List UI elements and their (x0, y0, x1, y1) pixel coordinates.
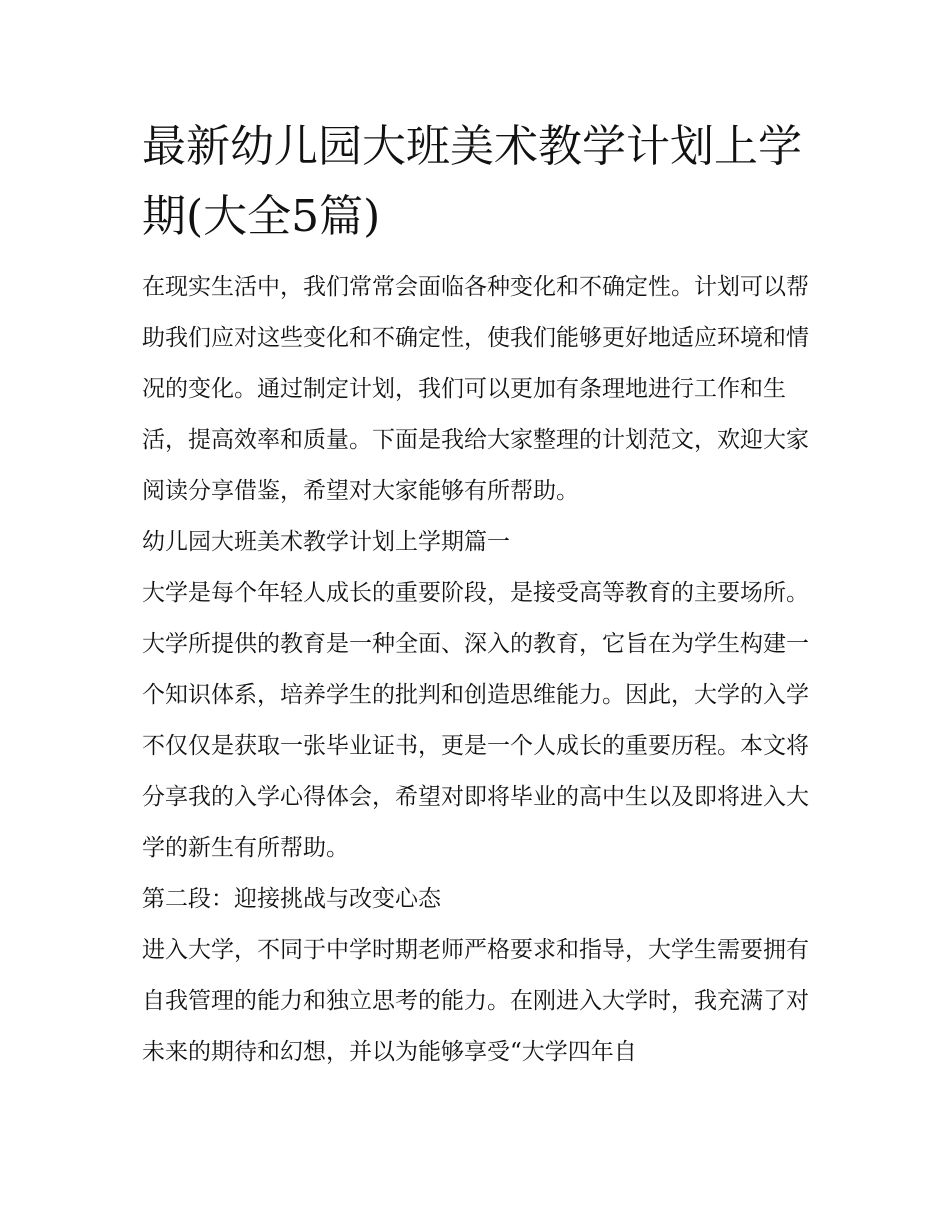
title-block (142, 112, 814, 252)
section-heading-1: 幼儿园大班美术教学计划上学期篇一 (142, 529, 510, 555)
section-paragraph-2: 进入大学，不同于中学时期老师严格要求和指导，大学生需要拥有自我管理的能力和独立思考的能力。在刚进入大学时，我充满了对未来的期待和幻想，并以为能够享受“大学四年自 (142, 937, 809, 1065)
section-paragraph-1: 大学是每个年轻人成长的重要阶段，是接受高等教育的主要场所。大学所提供的教育是一种全面、深入的教育，它旨在为学生构建一个知识体系，培养学生的批判和创造思维能力。因此，大学的入学不仅仅是获取一张毕业证书，更是一个人成长的重要历程。本文将分享我的入学心得体会，希望对即将毕业的高中生以及即将进入大学的新生有所帮助。 (142, 580, 809, 861)
document-title: 最新幼儿园大班美术教学计划上学期(大全5篇) (142, 121, 802, 242)
document-body (142, 112, 814, 1078)
section-heading-2: 第二段：迎接挑战与改变心态 (142, 886, 441, 912)
intro-paragraph: 在现实生活中，我们常常会面临各种变化和不确定性。计划可以帮助我们应对这些变化和不确定性，使我们能够更好地适应环境和情况的变化。通过制定计划，我们可以更加有条理地进行工作和生活，提高效率和质量。下面是我给大家整理的计划范文，欢迎大家阅读分享借鉴，希望对大家能够有所帮助。 (142, 274, 809, 504)
